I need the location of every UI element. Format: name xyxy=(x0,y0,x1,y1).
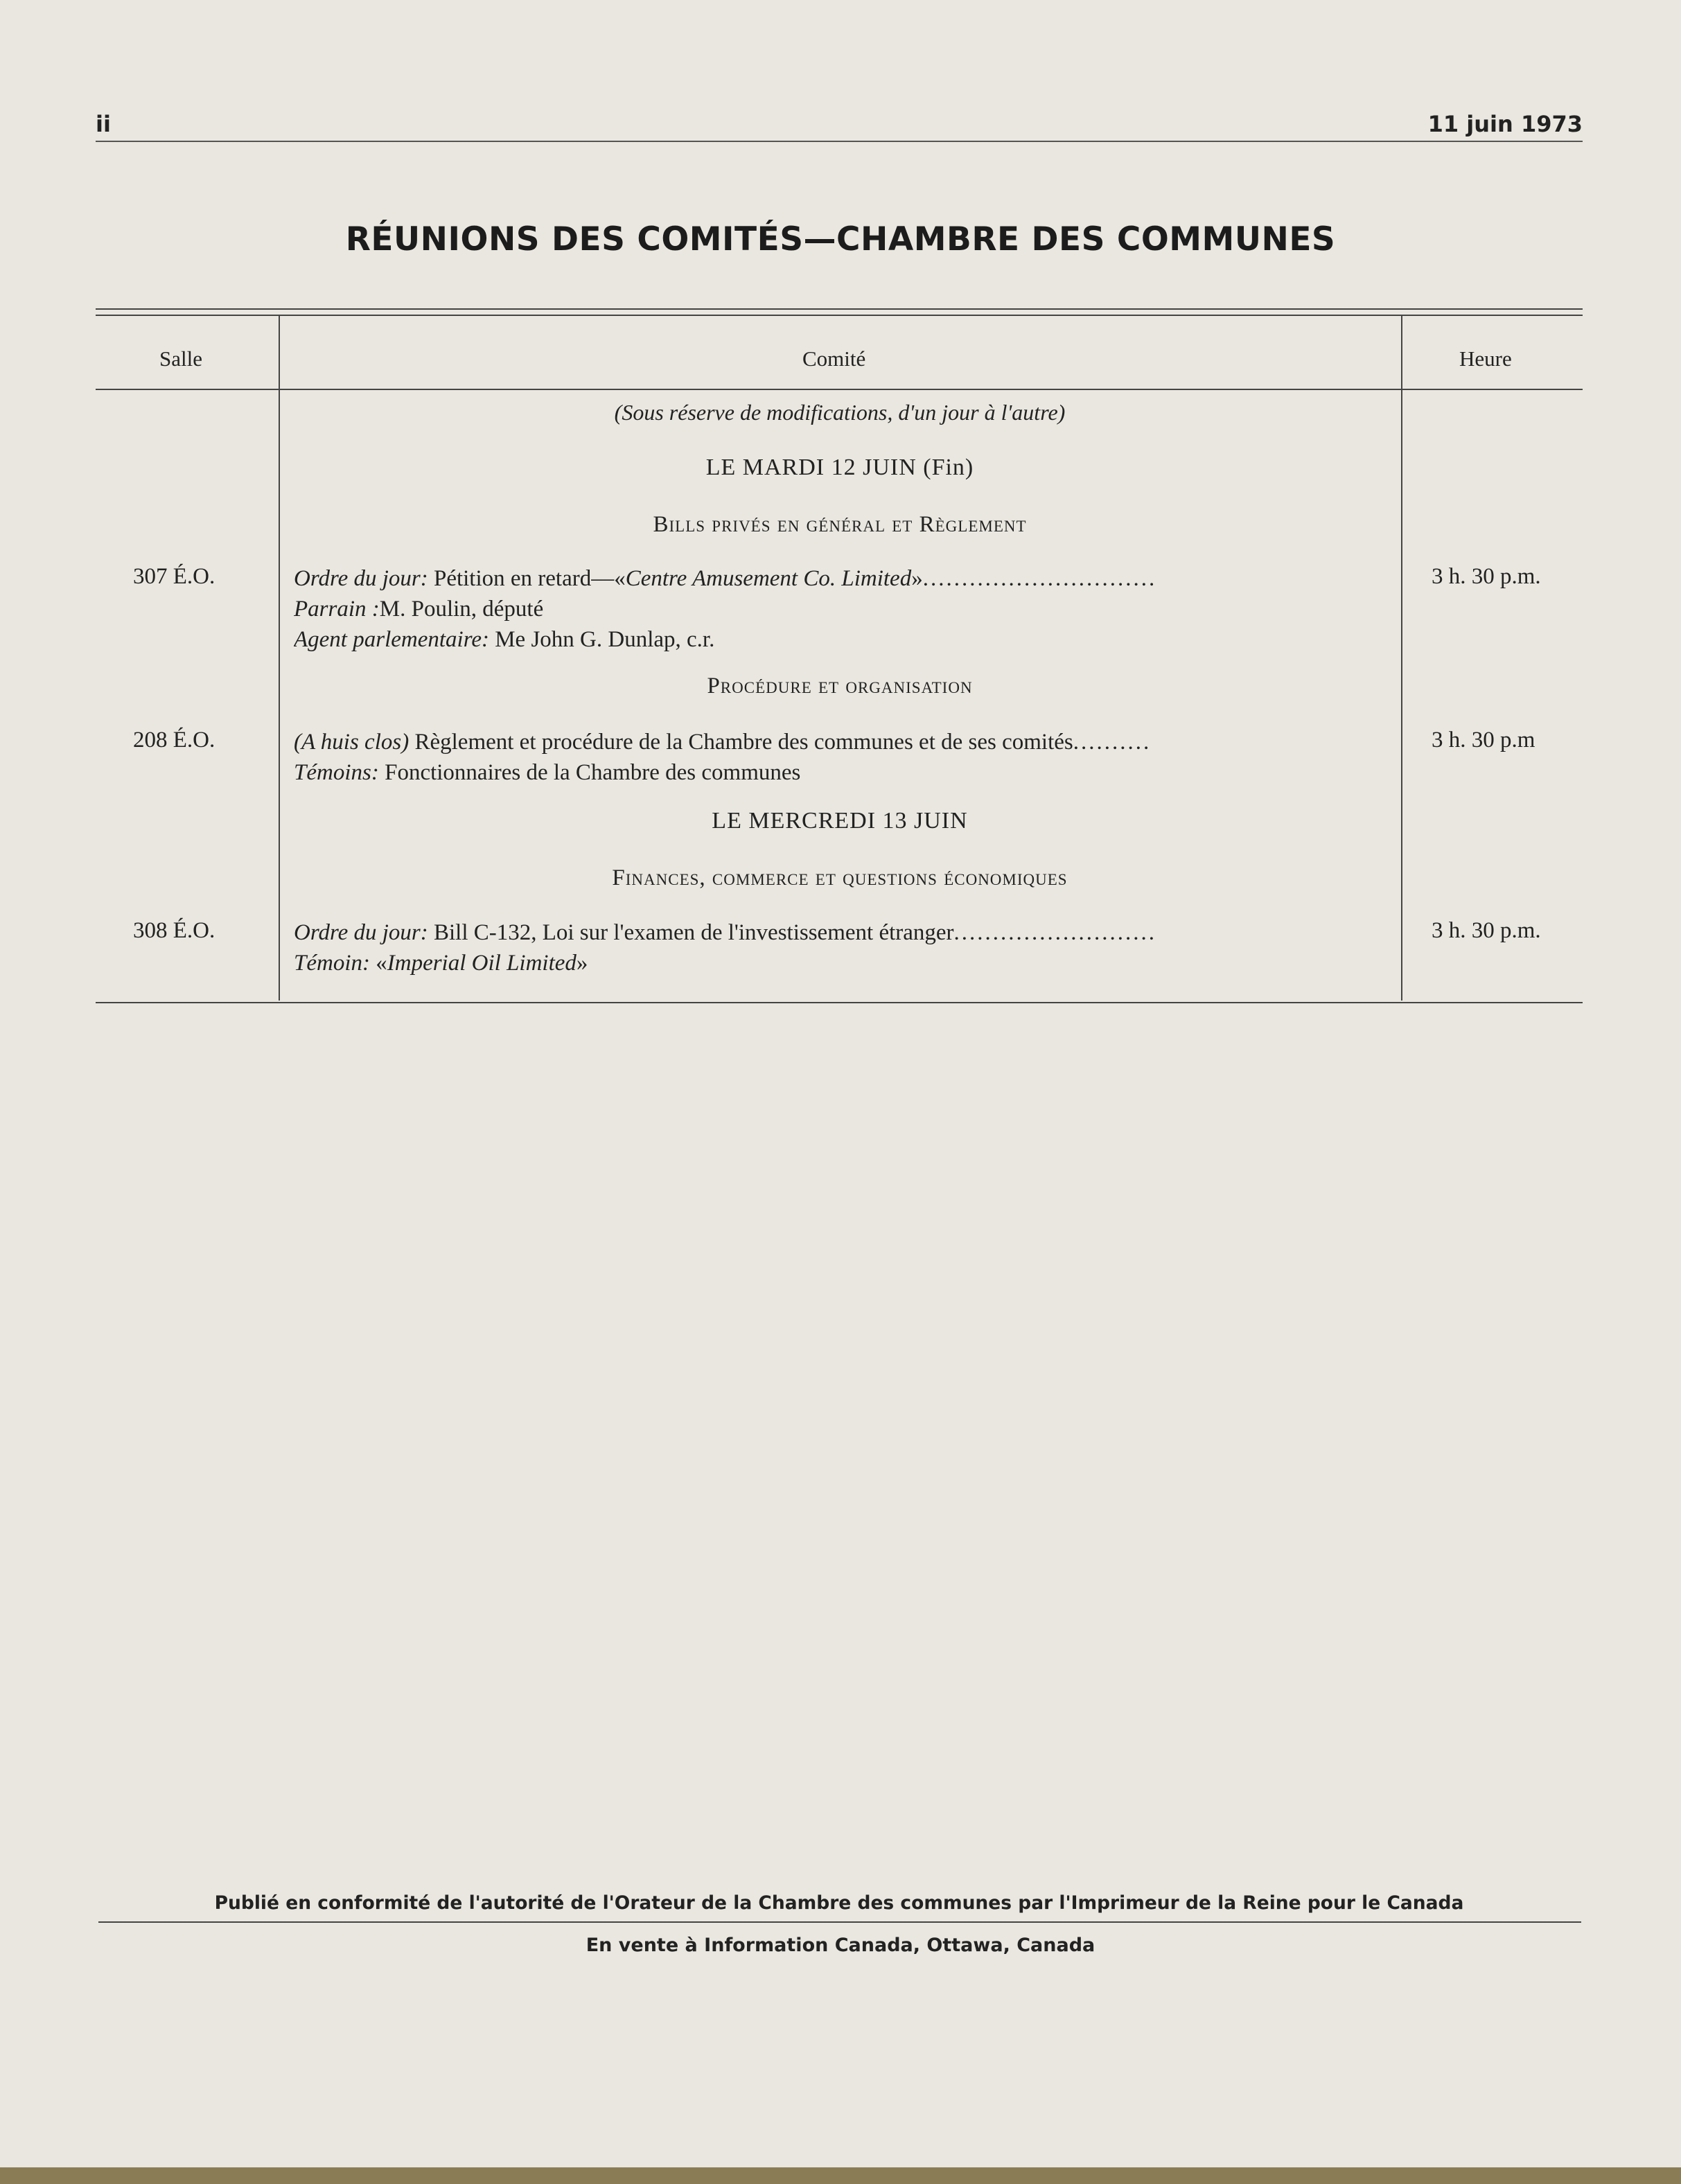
column-header-heure: Heure xyxy=(1459,346,1512,371)
witness-line xyxy=(294,946,1389,980)
column-header-salle: Salle xyxy=(159,346,202,371)
agenda-text: Pétition en retard—« xyxy=(428,566,626,591)
committee-heading: Bills privés en général et Règlement xyxy=(653,512,1027,537)
witness-text: Fonctionnaires de la Chambre des communes xyxy=(378,760,801,785)
agenda-label: Ordre du jour: xyxy=(294,566,428,591)
page-number: ii xyxy=(96,111,111,137)
column-divider-right xyxy=(1401,316,1402,1001)
dot-leader: .......... xyxy=(1073,730,1152,755)
dot-leader: .............................. xyxy=(922,566,1157,591)
quote-open: « xyxy=(370,951,387,976)
witness-label: Témoins: xyxy=(294,760,379,785)
witness-line xyxy=(294,755,1389,790)
page-edge-band xyxy=(0,2167,1681,2184)
committee-heading: Finances, commerce et questions économiques xyxy=(612,865,1068,890)
header-bottom-rule xyxy=(96,389,1583,390)
agent-text: Me John G. Dunlap, c.r. xyxy=(489,627,715,652)
agenda-text: Règlement et procédure de la Chambre des communes et de ses comités xyxy=(409,730,1073,755)
committee-entry xyxy=(294,561,1389,657)
committee-entry xyxy=(294,725,1389,790)
meeting-time: 3 h. 30 p.m. xyxy=(1432,564,1541,589)
page-date: 11 juin 1973 xyxy=(1427,111,1583,137)
agenda-label: (A huis clos) xyxy=(294,730,410,755)
table-bottom-rule xyxy=(96,1002,1583,1003)
meeting-time: 3 h. 30 p.m xyxy=(1432,728,1535,752)
committee-entry xyxy=(294,915,1389,980)
room-number: 308 É.O. xyxy=(133,918,215,943)
agenda-text: Bill C-132, Loi sur l'examen de l'investissement étranger xyxy=(428,920,954,945)
table-top-rule xyxy=(96,308,1583,310)
header-rule xyxy=(96,141,1583,142)
column-header-comite: Comité xyxy=(802,346,866,371)
company-name: Imperial Oil Limited xyxy=(387,951,577,976)
agenda-line xyxy=(294,725,1389,759)
sponsor-label: Parrain : xyxy=(294,597,380,622)
day-heading: LE MERCREDI 13 JUIN xyxy=(712,808,968,834)
agent-label: Agent parlementaire: xyxy=(294,627,489,652)
page-title: RÉUNIONS DES COMITÉS—CHAMBRE DES COMMUNES xyxy=(345,220,1336,258)
dot-leader: .......................... xyxy=(953,920,1157,945)
room-number: 307 É.O. xyxy=(133,564,215,589)
witness-label: Témoin: xyxy=(294,951,370,976)
agenda-label: Ordre du jour: xyxy=(294,920,428,945)
agenda-line xyxy=(294,915,1389,950)
agent-line xyxy=(294,622,1389,657)
schedule-note: (Sous réserve de modifications, d'un jour à l'autre) xyxy=(614,400,1066,425)
meeting-time: 3 h. 30 p.m. xyxy=(1432,918,1541,943)
publication-notice: Publié en conformité de l'autorité de l'Orateur de la Chambre des communes par l'Imprimeur de la Reine pour le Canada xyxy=(214,1892,1464,1914)
sponsor-text: M. Poulin, député xyxy=(379,597,544,622)
committee-heading: Procédure et organisation xyxy=(707,673,973,698)
footer-rule xyxy=(98,1921,1581,1923)
sales-notice: En vente à Information Canada, Ottawa, Canada xyxy=(586,1935,1095,1956)
company-name: Centre Amusement Co. Limited xyxy=(625,566,912,591)
room-number: 208 É.O. xyxy=(133,728,215,752)
page-header xyxy=(96,111,1583,143)
sponsor-line xyxy=(294,592,1389,626)
day-heading: LE MARDI 12 JUIN (Fin) xyxy=(705,455,974,480)
table-top-rule-inner xyxy=(96,315,1583,316)
agenda-line xyxy=(294,561,1389,596)
quote-close: » xyxy=(911,566,923,591)
quote-close: » xyxy=(576,951,588,976)
